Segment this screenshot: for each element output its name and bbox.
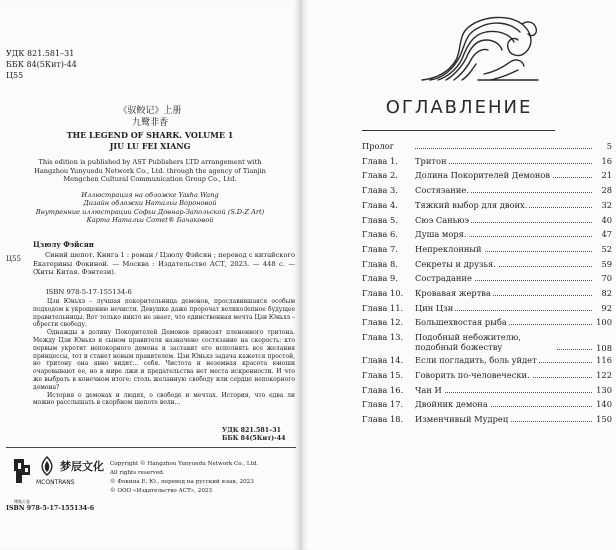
bibliographic-description: Синий шепот. Книга 1 : роман / Цзюлу Фэйсян ; перевод с китайского Екатерины Фокиной. — Москва : Издательство АСТ, 2023. — 448 с. — (Хиты Китая. Фэнтези). bbox=[33, 251, 295, 277]
toc-entry-title: Сострадание bbox=[415, 273, 472, 284]
toc-entry-title: Непреклонный bbox=[415, 243, 482, 254]
toc-entry bbox=[362, 288, 612, 302]
udk-code: УДК 821.581–31 bbox=[222, 427, 282, 434]
toc-entry-label: Глава 13. bbox=[362, 332, 404, 343]
author-heading: Цзюлу Фэйсян bbox=[33, 240, 94, 249]
copyright-line: © Фокина Е. Ю., перевод на русский язык, 2023 bbox=[110, 479, 254, 485]
bbk-code: ББК 84(5Кит)-44 bbox=[222, 435, 286, 442]
toc-entry-page: 47 bbox=[601, 229, 612, 240]
toc-entry-page: 28 bbox=[601, 185, 612, 196]
annotation-paragraph-2: Однажды в долину Покорителей Демонов привозят плененного тритона. Между Цзи Юньхэ и сыном правителя назначено состязание на скорость: кто первым укротит непокорного демона и заставит его исполнять все желания принцессы, тот и станет новым правителем. Цзи Юньхэ задача кажется простой, но тритону она явно видит… себя. Чистота и неземная красота юноши очаровывают ее, но в мире лжи и предательства нет места искренности. И что же выбрать в конечном итоге: столь желанную свободу или сердце непокорного демона? bbox=[33, 329, 295, 391]
mcontrans-logo-text: 梦辰文化 bbox=[60, 460, 104, 473]
toc-entry-label: Глава 18. bbox=[362, 413, 404, 424]
credit-line: Карта Натальи Comet® Бачаковой bbox=[86, 216, 214, 225]
toc-entry-title: Долина Покорителей Демонов bbox=[415, 170, 551, 181]
toc-entry-page: 122 bbox=[596, 369, 612, 380]
toc-entry-page: 52 bbox=[601, 243, 612, 254]
copyright-line: © ООО «Издательство АСТ», 2023 bbox=[110, 488, 213, 494]
toc-entry-title: Чан И bbox=[415, 384, 442, 395]
bbk-code: ББК 84(5Кит)-44 bbox=[6, 60, 77, 69]
toc-entry-label: Глава 4. bbox=[362, 199, 398, 210]
toc-entry bbox=[362, 215, 612, 229]
toc-entry-page: 108 bbox=[596, 343, 612, 354]
toc-entry bbox=[362, 385, 612, 399]
author-sign-2: Ц55 bbox=[6, 255, 22, 263]
toc-entry-label: Глава 7. bbox=[362, 243, 398, 254]
copyright-line: All rights reserved. bbox=[110, 470, 165, 476]
toc-entry bbox=[362, 170, 612, 184]
toc-entry-label: Глава 6. bbox=[362, 229, 398, 240]
toc-entry-title: Тяжкий выбор для двоих. bbox=[415, 199, 528, 210]
toc-entry-title: Большехвостая рыба bbox=[415, 317, 507, 328]
toc-entry bbox=[362, 273, 612, 287]
chinese-author: 九鹭非香 bbox=[131, 118, 168, 128]
toc-entry-page: 150 bbox=[596, 413, 612, 424]
author-sign: Ц55 bbox=[6, 71, 24, 80]
toc-entry-page: 16 bbox=[601, 155, 612, 166]
copyright-block bbox=[110, 460, 295, 496]
divider bbox=[6, 447, 296, 448]
toc-entry bbox=[362, 317, 612, 331]
wave-ornament-icon bbox=[420, 8, 540, 92]
toc-entry bbox=[362, 141, 612, 155]
toc-entry-label: Глава 16. bbox=[362, 384, 404, 395]
toc-entry-label: Глава 3. bbox=[362, 185, 398, 196]
toc-entry bbox=[362, 414, 612, 428]
toc-entry-label: Глава 15. bbox=[362, 369, 404, 380]
toc-entry-title: Секреты и друзья. bbox=[415, 258, 496, 269]
toc-entry bbox=[362, 244, 612, 258]
credit-line: Внутренние иллюстрации Софьи Довнар-Запольской (S.D-Z Art) bbox=[35, 207, 265, 216]
toc-entry bbox=[362, 185, 612, 199]
right-page bbox=[302, 0, 616, 550]
toc-leader-dots bbox=[415, 148, 592, 149]
toc-entry-title: Душа моря. bbox=[415, 229, 467, 240]
toc-entry-label: Глава 8. bbox=[362, 258, 398, 269]
boji-logo-caption: 博集天卷 bbox=[14, 499, 30, 504]
toc-divider bbox=[362, 130, 555, 131]
toc-entry-label: Глава 12. bbox=[362, 317, 404, 328]
toc-title: ОГЛАВЛЕНИЕ bbox=[385, 97, 533, 118]
toc-entry-page: 21 bbox=[601, 170, 612, 181]
toc-entry-page: 140 bbox=[596, 399, 612, 410]
toc-entry-title: Сюэ Саньюэ bbox=[415, 214, 470, 225]
toc-entry-title: Говорить по-человечески. bbox=[415, 369, 530, 380]
isbn: ISBN 978-5-17-155134-6 bbox=[46, 288, 132, 296]
toc-entry-title: Тритон bbox=[415, 155, 447, 166]
toc-entry-label: Глава 1. bbox=[362, 155, 398, 166]
classification-codes bbox=[6, 48, 77, 81]
isbn-bottom: ISBN 978-5-17-155134-6 bbox=[6, 505, 95, 512]
toc-entry bbox=[362, 156, 612, 170]
toc-entry-label: Глава 10. bbox=[362, 288, 404, 298]
copyright-line: Copyright © Hangzhou Yunyuedu Network Co., Ltd. bbox=[110, 461, 259, 467]
toc-entry-title: Если погладить, боль уйдет bbox=[415, 355, 537, 366]
toc-entry-page: 40 bbox=[601, 214, 612, 225]
toc-entry bbox=[362, 355, 612, 369]
toc-entry bbox=[362, 229, 612, 243]
toc-entry-title: Подобный небожителю, подобный божеству bbox=[415, 332, 557, 352]
mcontrans-logo-sub: MCONTRANS bbox=[36, 479, 75, 486]
toc-entry-title: Состязание. bbox=[415, 185, 469, 196]
publisher-note: This edition is published by AST Publishers LTD arrangement with Hangzhou Yunyuedu Network Co., Ltd. through the agency of Tianjin Mengchen Cultural Communication Group Co., Ltd. bbox=[34, 158, 266, 184]
toc-entry-label: Глава 9. bbox=[362, 273, 398, 284]
toc-entry-page: 70 bbox=[601, 273, 612, 284]
english-title: THE LEGEND OF SHARK. VOLUME 1 bbox=[66, 130, 234, 140]
toc-entry-label: Глава 11. bbox=[362, 302, 404, 313]
toc-entry-title: Цин Цзи bbox=[415, 302, 454, 313]
annotation bbox=[33, 298, 295, 407]
classification-codes-bottom bbox=[222, 427, 285, 443]
left-page bbox=[0, 0, 300, 550]
chinese-title: 《驭鲛记》上册 bbox=[118, 106, 182, 116]
toc-entry-page: 5 bbox=[606, 141, 612, 151]
toc-entry-label: Пролог bbox=[362, 141, 395, 151]
toc-entry-title: Изменчивый Мудрец bbox=[415, 413, 509, 424]
toc-entry-title: Кровавая жертва bbox=[415, 288, 491, 298]
toc-entry bbox=[362, 370, 612, 384]
credit-line: Дизайн обложки Натальи Вороновой bbox=[83, 199, 217, 208]
toc-entry-page: 82 bbox=[601, 288, 612, 298]
illustration-credits bbox=[0, 191, 300, 225]
toc-entry bbox=[362, 303, 612, 317]
toc-entry-page: 100 bbox=[596, 317, 612, 328]
toc-entry-page: 32 bbox=[601, 199, 612, 210]
toc-entry-label: Глава 17. bbox=[362, 399, 404, 410]
toc-entry-page: 130 bbox=[596, 384, 612, 395]
toc-entry-label: Глава 5. bbox=[362, 214, 398, 225]
boji-logo bbox=[10, 455, 34, 505]
credit-line: Иллюстрация на обложке Yasha Wang bbox=[81, 191, 219, 199]
toc-entry-label: Глава 14. bbox=[362, 355, 404, 366]
toc-entry bbox=[362, 259, 612, 273]
annotation-paragraph-1: Цзи Юньхэ – лучшая покорительница демонов, прославившаяся особым подходом к укрощению нечисти. Девушке даже пророчат великолепное будущее правительницы. Вот только никто не знает, что единственная мечта Цзи Юньхэ – обрести свободу. bbox=[33, 298, 295, 329]
toc-entry bbox=[362, 399, 612, 413]
toc-entry bbox=[362, 332, 612, 354]
toc-entry-page: 92 bbox=[601, 302, 612, 313]
toc-entry-title: Двойник демона bbox=[415, 399, 488, 410]
toc-entry-label: Глава 2. bbox=[362, 170, 398, 181]
toc-entry bbox=[362, 200, 612, 214]
toc-entry-page: 116 bbox=[596, 355, 612, 366]
udk-code: УДК 821.581–31 bbox=[6, 49, 75, 58]
english-author: JIU LU FEI XIANG bbox=[109, 141, 191, 151]
toc-entry-page: 59 bbox=[601, 258, 612, 269]
annotation-paragraph-3: История о демонах и людях, о свободе и мечтах. История, что едва ли можно расслышать в скорбном шепоте волн... bbox=[33, 391, 295, 407]
